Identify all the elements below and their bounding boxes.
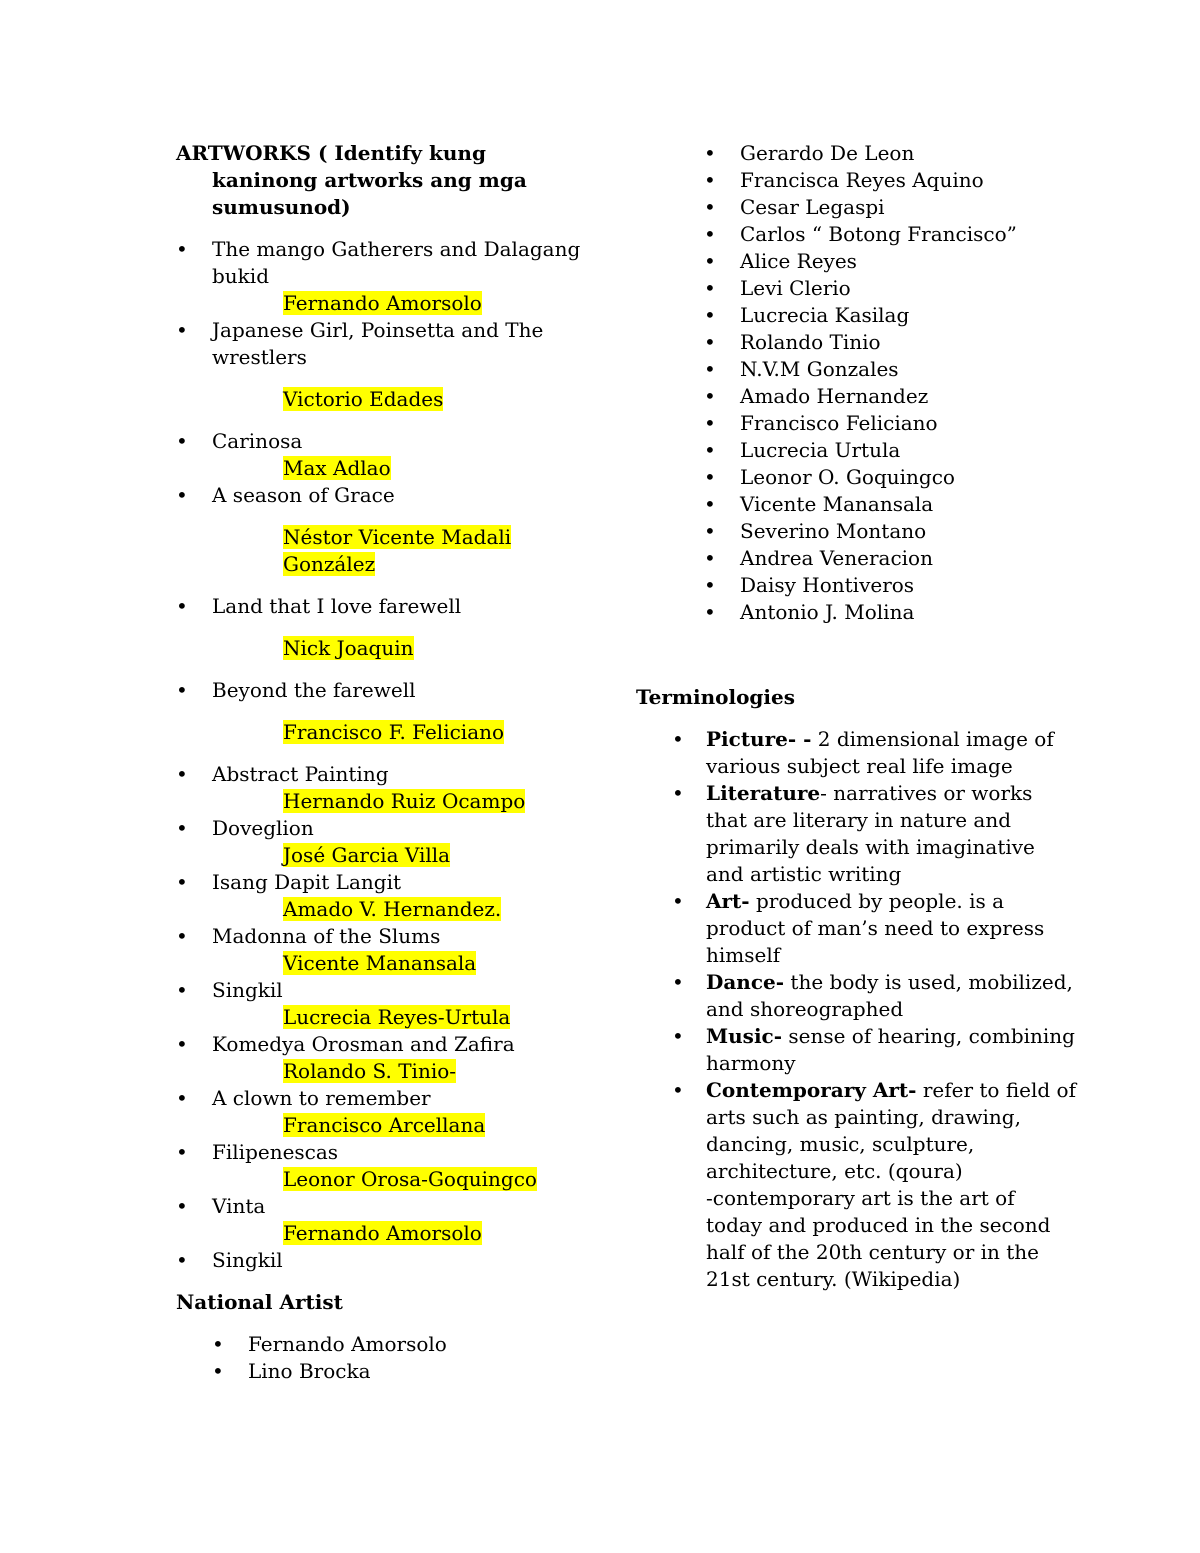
list-item	[176, 977, 596, 1031]
artworks-list	[176, 236, 596, 1274]
artwork-title: Komedya Orosman and Zafira	[212, 1032, 515, 1056]
artwork-title: Madonna of the Slums	[212, 924, 441, 948]
term-item	[672, 780, 1076, 888]
national-artist-list-part1	[212, 1331, 596, 1385]
artwork-title: Carinosa	[212, 429, 303, 453]
list-item: • Leonor O. Goquingco	[704, 464, 1076, 491]
term-definition: refer to field of arts such as painting, drawing, dancing, music, sculpture, architecture, etc. (qoura)	[706, 1078, 1076, 1183]
national-artist-list-part2	[704, 140, 1076, 626]
list-item: • N.V.M Gonzales	[704, 356, 1076, 383]
term-definition: - narratives or works that are literary in nature and primarily deals with imaginative and artistic writing	[706, 781, 1035, 886]
term-item	[672, 1023, 1076, 1077]
artist-answer: Hernando Ruiz Ocampo	[283, 789, 526, 813]
list-item: • Amado Hernandez	[704, 383, 1076, 410]
artworks-heading: ARTWORKS ( Identify kung kaninong artworks ang mga sumusunod)	[176, 141, 527, 219]
list-item	[176, 677, 596, 761]
artist-answer: Francisco F. Feliciano	[283, 720, 505, 744]
artwork-title: The mango Gatherers and Dalagang bukid	[212, 237, 581, 288]
list-item: • Daisy Hontiveros	[704, 572, 1076, 599]
artist-answer: Vicente Manansala	[283, 951, 477, 975]
list-item: • Levi Clerio	[704, 275, 1076, 302]
artwork-title: Singkil	[212, 978, 283, 1002]
list-item: • Alice Reyes	[704, 248, 1076, 275]
list-item: • Francisco Feliciano	[704, 410, 1076, 437]
artwork-title: Beyond the farewell	[212, 678, 416, 702]
list-item: • Lucrecia Urtula	[704, 437, 1076, 464]
list-item	[176, 869, 596, 923]
terminologies-heading: Terminologies	[636, 685, 795, 709]
term-item	[672, 1077, 1076, 1293]
term-definition: 2 dimensional image of various subject real life image	[706, 727, 1054, 778]
term-item	[672, 726, 1076, 780]
artwork-title: Land that I love farewell	[212, 594, 462, 618]
artwork-title: A season of Grace	[212, 483, 395, 507]
list-item: • Gerardo De Leon	[704, 140, 1076, 167]
term-name: Literature	[706, 781, 821, 805]
artist-answer: Néstor Vicente Madali González	[283, 525, 512, 576]
artist-answer: Fernando Amorsolo	[283, 291, 482, 315]
artwork-title: A clown to remember	[212, 1086, 431, 1110]
artist-answer: Francisco Arcellana	[283, 1113, 486, 1137]
list-item: • Lino Brocka	[212, 1358, 596, 1385]
term-definition: the body is used, mobilized, and shoreographed	[706, 970, 1073, 1021]
list-item: • Andrea Veneracion	[704, 545, 1076, 572]
term-definition: produced by people. is a product of man’s need to express himself	[706, 889, 1045, 967]
list-item: • Francisca Reyes Aquino	[704, 167, 1076, 194]
artist-answer: Rolando S. Tinio-	[283, 1059, 457, 1083]
artist-answer: Max Adlao	[283, 456, 391, 480]
term-name: Music-	[706, 1024, 783, 1048]
artist-answer: Amado V. Hernandez.	[283, 897, 502, 921]
artwork-title: Filipenescas	[212, 1140, 339, 1164]
list-item	[176, 923, 596, 977]
artist-answer: José Garcia Villa	[283, 843, 451, 867]
national-artist-heading: National Artist	[176, 1290, 343, 1314]
artwork-title: Abstract Painting	[212, 762, 389, 786]
list-item	[176, 815, 596, 869]
term-name: Contemporary Art-	[706, 1078, 917, 1102]
artwork-title: Japanese Girl, Poinsetta and The wrestlers	[212, 318, 544, 369]
list-item	[176, 1031, 596, 1085]
list-item: • Cesar Legaspi	[704, 194, 1076, 221]
list-item	[176, 317, 596, 428]
term-item	[672, 969, 1076, 1023]
list-item: • Vicente Manansala	[704, 491, 1076, 518]
artist-answer: Victorio Edades	[283, 387, 444, 411]
terminologies-list	[672, 726, 1076, 1293]
term-extra-note: -contemporary art is the art of today and produced in the second half of the 20th century or in the 21st century. (Wikipedia)	[706, 1186, 1051, 1291]
list-item	[176, 593, 596, 677]
list-item	[176, 428, 596, 482]
artwork-title: Singkil	[212, 1248, 283, 1272]
artist-answer: Fernando Amorsolo	[283, 1221, 482, 1245]
list-item: • Lucrecia Kasilag	[704, 302, 1076, 329]
artwork-title: Isang Dapit Langit	[212, 870, 402, 894]
term-item	[672, 888, 1076, 969]
list-item	[176, 482, 596, 593]
artist-answer: Leonor Orosa-Goquingco	[283, 1167, 537, 1191]
list-item: • Rolando Tinio	[704, 329, 1076, 356]
list-item	[176, 1247, 596, 1274]
list-item	[176, 1139, 596, 1193]
list-item: • Severino Montano	[704, 518, 1076, 545]
list-item: • Antonio J. Molina	[704, 599, 1076, 626]
list-item	[176, 1085, 596, 1139]
list-item	[176, 236, 596, 317]
list-item: • Carlos “ Botong Francisco”	[704, 221, 1076, 248]
term-definition: sense of hearing, combining harmony	[706, 1024, 1075, 1075]
right-column	[636, 140, 1076, 1293]
term-name: Art-	[706, 889, 750, 913]
list-item	[176, 761, 596, 815]
list-item	[176, 1193, 596, 1247]
list-item: • Fernando Amorsolo	[212, 1331, 596, 1358]
term-name: Picture- -	[706, 727, 812, 751]
left-column	[176, 140, 596, 1385]
artist-answer: Lucrecia Reyes-Urtula	[283, 1005, 511, 1029]
artwork-title: Doveglion	[212, 816, 314, 840]
term-name: Dance-	[706, 970, 785, 994]
artist-answer: Nick Joaquin	[283, 636, 414, 660]
artwork-title: Vinta	[212, 1194, 266, 1218]
